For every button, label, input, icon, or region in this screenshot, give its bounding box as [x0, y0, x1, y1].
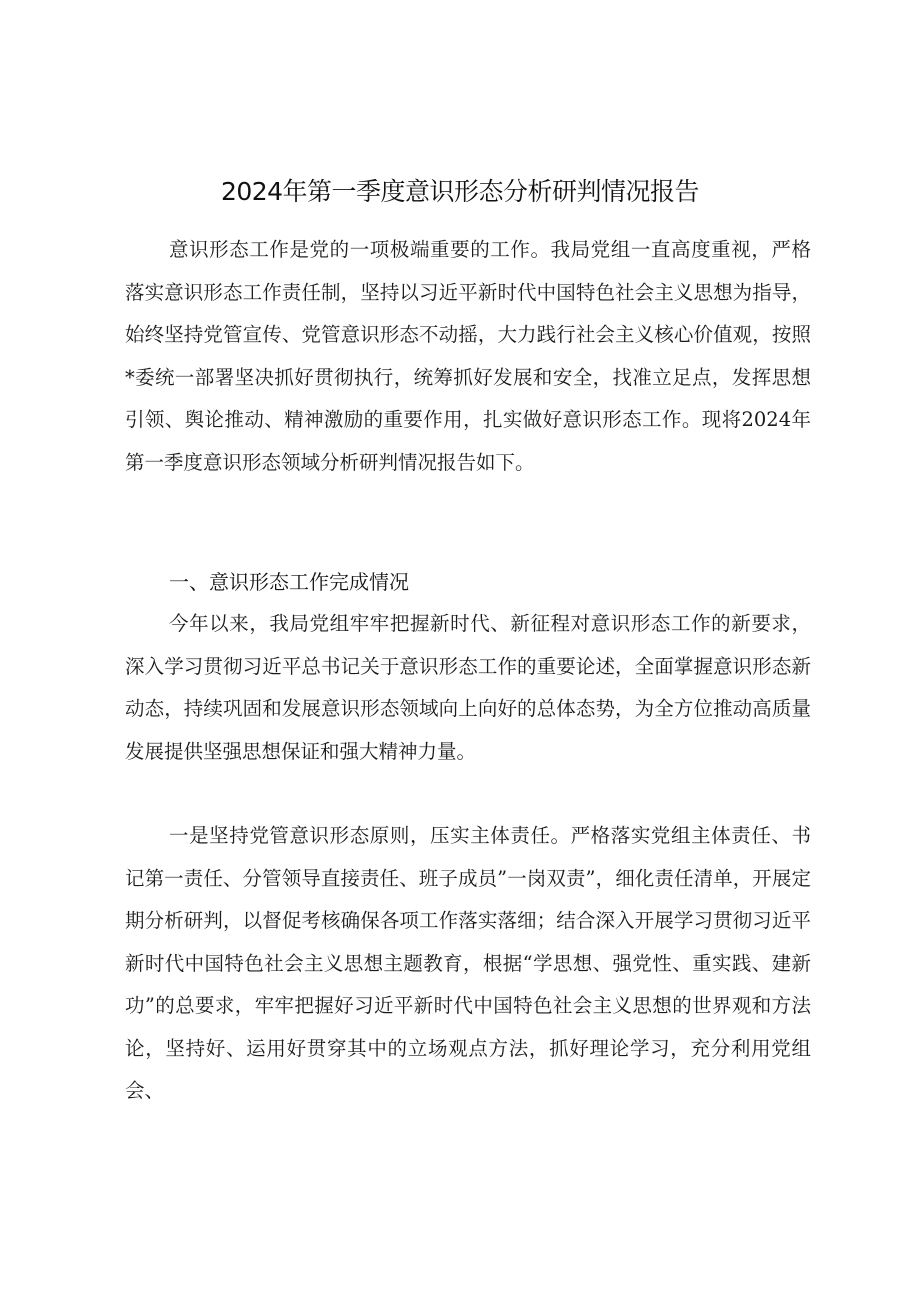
section-paragraph-overview: 今年以来，我局党组牢牢把握新时代、新征程对意识形态工作的新要求，深入学习贯彻习近平总书记关于意识形态工作的重要论述，全面掌握意识形态新动态，持续巩固和发展意识形态领域向上向好的总体态势，为全方位推动高质量发展提供坚强思想保证和强大精神力量。 — [125, 612, 811, 763]
intro-paragraph: 意识形态工作是党的一项极端重要的工作。我局党组一直高度重视，严格落实意识形态工作责任制，坚持以习近平新时代中国特色社会主义思想为指导，始终坚持党管宣传、党管意识形态不动摇，大力践行社会主义核心价值观，按照*委统一部署坚决抓好贯彻执行，统筹抓好发展和安全，找准立足点，发挥思想引领、舆论推动、精神激励的重要作用，扎实做好意识形态工作。现将2024年第一季度意识形态领域分析研判情况报告如下。 — [125, 238, 811, 474]
section-paragraph-point-one: 一是坚持党管意识形态原则，压实主体责任。严格落实党组主体责任、书记第一责任、分管领导直接责任、班子成员”一岗双责”，细化责任清单，开展定期分析研判，以督促考核确保各项工作落实落细；结合深入开展学习贯彻习近平新时代中国特色社会主义思想主题教育，根据“学思想、强党性、重实践、建新功”的总要求，牢牢把握好习近平新时代中国特色社会主义思想的世界观和方法论，坚持好、运用好贯穿其中的立场观点方法，抓好理论学习，充分利用党组会、 — [125, 824, 811, 1102]
document-title: 2024年第一季度意识形态分析研判情况报告 — [220, 177, 700, 206]
section-heading: 一、意识形态工作完成情况 — [169, 570, 409, 594]
